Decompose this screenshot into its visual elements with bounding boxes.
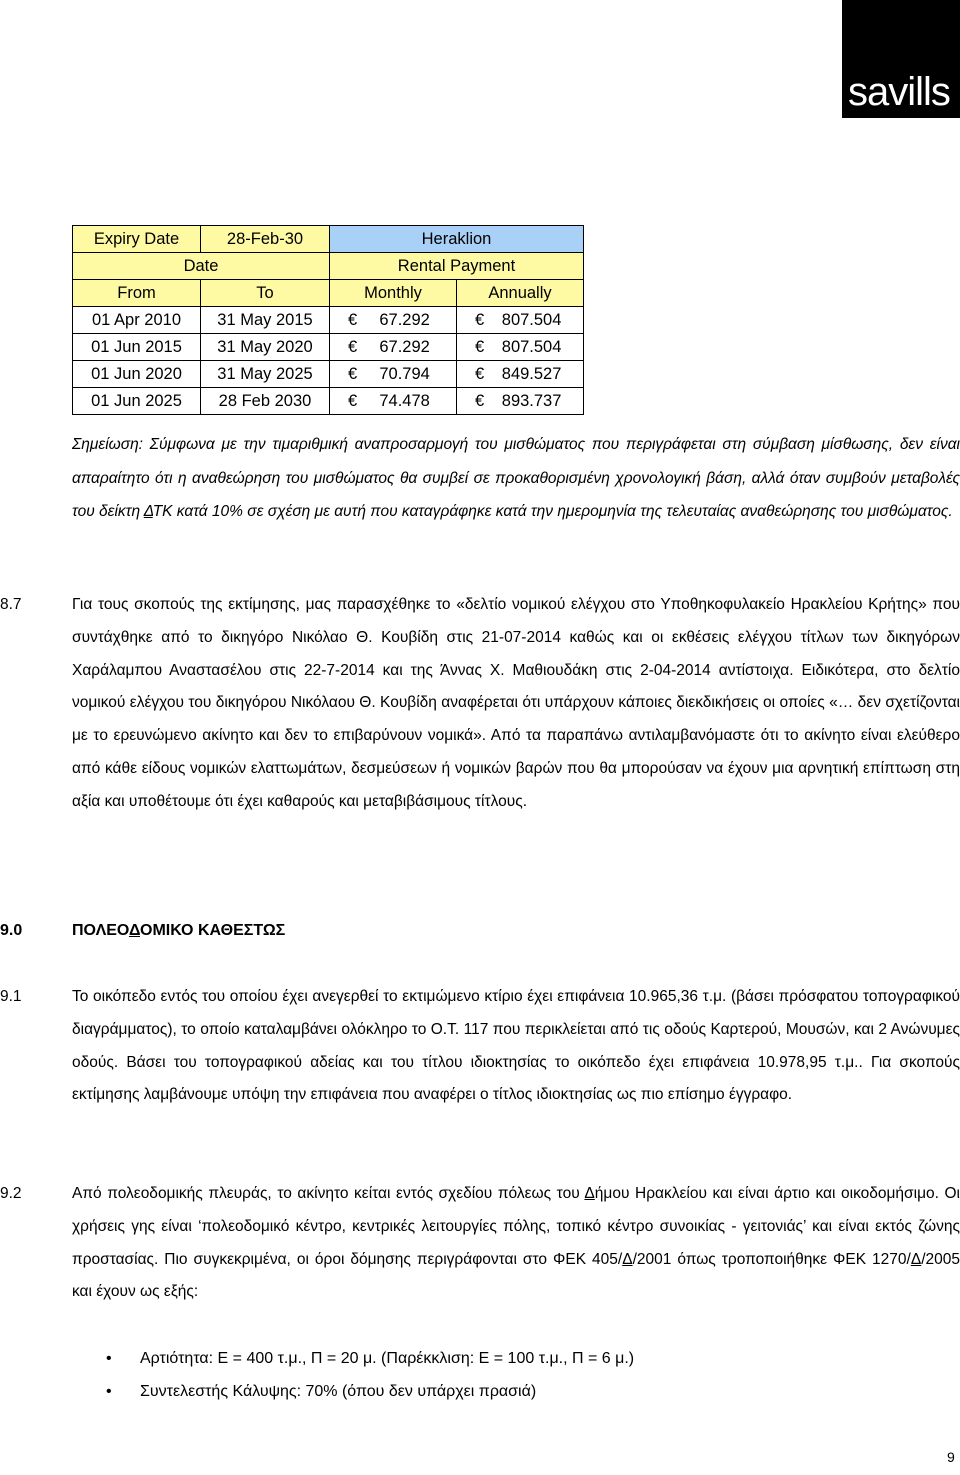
table-row [73, 388, 584, 415]
from-cell: 01 Jun 2020 [73, 361, 201, 388]
bullet-icon: • [106, 1383, 112, 1400]
to-cell: 31 May 2025 [201, 361, 330, 388]
note-text-part: Σημείωση: Σύμφωνα με την τιμαριθμική αναπροσαρμογή του μισθώματος που περιγράφεται στη σύμβαση μίσθωσης, δεν είναι απαραίτητο ότι η αναθεώρηση του μισθώματος θα συμβεί σε προκαθορισμένη χρονολογική βάση, αλλά όταν συμβούν μεταβολές του δείκτη [72, 436, 960, 520]
bullet-item: Αρτιότητα: Ε = 400 τ.μ., Π = 20 μ. (Παρέκκλιση: Ε = 100 τ.μ., Π = 6 μ.) [140, 1350, 635, 1367]
euro-icon: € [348, 364, 358, 383]
rental-payment-header: Rental Payment [330, 253, 584, 280]
from-cell: 01 Jun 2025 [73, 388, 201, 415]
monthly-value: 74.478 [379, 391, 430, 410]
underlined-letter: Δ [584, 1185, 595, 1202]
section-number: 9.1 [0, 988, 22, 1005]
note-underlined-letter: Δ [143, 503, 153, 520]
underlined-letter: Δ [622, 1250, 633, 1268]
euro-icon: € [475, 337, 485, 356]
heading-text-part: ΠΟΛΕΟ [72, 922, 129, 939]
euro-icon: € [348, 391, 358, 410]
section-heading [72, 922, 285, 940]
euro-icon: € [475, 364, 485, 383]
annually-header: Annually [457, 280, 584, 307]
rental-payment-table [72, 225, 584, 415]
to-header: To [201, 280, 330, 307]
table-row [73, 307, 584, 334]
savills-logo [842, 0, 960, 118]
expiry-date-label: Expiry Date [73, 226, 201, 253]
section-9-2-text [72, 1178, 960, 1309]
note-text-part: ΤΚ κατά 10% σε σχέση με αυτή που καταγράφηκε κατά την ημερομηνία της τελευταίας αναθεώρησης του μισθώματος. [152, 503, 953, 520]
city-label: Heraklion [330, 226, 584, 253]
annually-value: 807.504 [501, 337, 562, 356]
monthly-cell [330, 334, 457, 361]
date-header: Date [73, 253, 330, 280]
expiry-date-value: 28-Feb-30 [201, 226, 330, 253]
annually-value: 849.527 [501, 364, 562, 383]
text-part: Από πολεοδομικής πλευράς, το ακίνητο κείται εντός σχεδίου πόλεως του [72, 1185, 585, 1202]
monthly-header: Monthly [330, 280, 457, 307]
section-9-1-text: Το οικόπεδο εντός του οποίου έχει ανεγερθεί το εκτιμώμενο κτίριο έχει επιφάνεια 10.965,36 τ.μ. (βάσει πρόσφατου τοπογραφικού διαγράμματος), το οποίο καταλαμβάνει ολόκληρο το Ο.Τ. 117 που περικλείεται από τις οδούς Καρτερού, Μουσών, και 2 Ανώνυμες οδούς. Βάσει του τοπογραφικού αδείας και του τίτλου ιδιοκτησίας το οικόπεδο έχει επιφάνεια 10.978,95 τ.μ.. Για σκοπούς εκτίμησης λαμβάνουμε υπόψη την επιφάνεια που αναφέρει ο τίτλος ιδιοκτησίας ως πιο επίσημο έγγραφο. [72, 988, 960, 1104]
annually-cell [457, 307, 584, 334]
text-part: /2005 και έχουν ως εξής: [72, 1250, 960, 1301]
logo-text: savills [848, 70, 950, 114]
from-cell: 01 Apr 2010 [73, 307, 201, 334]
section-8-7-text: Για τους σκοπούς της εκτίμησης, μας παρασχέθηκε το «δελτίο νομικού ελέγχου στο Υποθηκοφυλακείο Ηρακλείου Κρήτης» που συντάχθηκε από το δικηγόρο Νικόλαο Θ. Κουβίδη στις 21-07-2014 καθώς και οι εκθέσεις ελέγχου τίτλων των δικηγόρων Χαράλαμπου Αναστασέλου στις 22-7-2014 και της Άννας Χ. Μαθιουδάκη στις 2-04-2014 αντίστοιχα. Ειδικότερα, στο δελτίο νομικού ελέγχου του δικηγόρου Νικόλαου Θ. Κουβίδη αναφέρεται ότι υπάρχουν κάποιες διεκδικήσεις οι οποίες «… δεν σχετίζονται με το ερευνώμενο ακίνητο και δεν το επιβαρύνουν νομικά». Από τα παραπάνω αντιλαμβανόμαστε ότι το ακίνητο είναι ελεύθερο από κάθε είδους νομικών ελαττωμάτων, δεσμεύσεων ή νομικών βαρών που θα μπορούσαν να έχουν μια αρνητική επίπτωση στη αξία και υποθέτουμε ότι έχει καθαρούς και μεταβιβάσιμους τίτλους. [72, 596, 960, 810]
table-row [73, 334, 584, 361]
table-header-row-3 [73, 280, 584, 307]
section-number: 9.2 [0, 1185, 22, 1202]
heading-underlined-letter: Δ [128, 922, 141, 939]
table-row [73, 361, 584, 388]
table-header-row-1 [73, 226, 584, 253]
annually-value: 807.504 [501, 310, 562, 329]
section-number: 8.7 [0, 596, 22, 613]
annually-cell [457, 388, 584, 415]
euro-icon: € [348, 310, 358, 329]
heading-number: 9.0 [0, 922, 23, 939]
underlined-letter: Δ [910, 1250, 922, 1268]
monthly-cell [330, 388, 457, 415]
monthly-cell [330, 361, 457, 388]
to-cell: 28 Feb 2030 [201, 388, 330, 415]
heading-text-part: ΟΜΙΚΟ ΚΑΘΕΣΤΩΣ [140, 922, 286, 939]
monthly-value: 67.292 [379, 310, 430, 329]
to-cell: 31 May 2015 [201, 307, 330, 334]
rent-indexation-note [72, 428, 960, 529]
text-part: ήμου Ηρακλείου και είναι άρτιο και οικοδομήσιμο. Οι χρήσεις γης είναι ‘πολεοδομικό κέντρο, κεντρικές λειτουργίες πόλης, τοπικό κέντρο συνοικίας - γειτονιάς’ και είναι εκτός ζώνης προστασίας. Πιο συγκεκριμένα, οι όροι δόμησης περιγράφονται στο ΦΕΚ 405/ [72, 1185, 960, 1268]
bullet-icon: • [106, 1350, 112, 1367]
annually-cell [457, 361, 584, 388]
text-part: /2001 όπως τροποποιήθηκε ΦΕΚ 1270/ [632, 1250, 911, 1268]
annually-value: 893.737 [501, 391, 562, 410]
bullet-item: Συντελεστής Κάλυψης: 70% (όπου δεν υπάρχει πρασιά) [140, 1383, 537, 1400]
monthly-value: 70.794 [379, 364, 430, 383]
from-header: From [73, 280, 201, 307]
euro-icon: € [475, 310, 485, 329]
from-cell: 01 Jun 2015 [73, 334, 201, 361]
annually-cell [457, 334, 584, 361]
monthly-cell [330, 307, 457, 334]
table-header-row-2 [73, 253, 584, 280]
monthly-value: 67.292 [379, 337, 430, 356]
to-cell: 31 May 2020 [201, 334, 330, 361]
euro-icon: € [475, 391, 485, 410]
page-number: 9 [947, 1449, 955, 1465]
euro-icon: € [348, 337, 358, 356]
